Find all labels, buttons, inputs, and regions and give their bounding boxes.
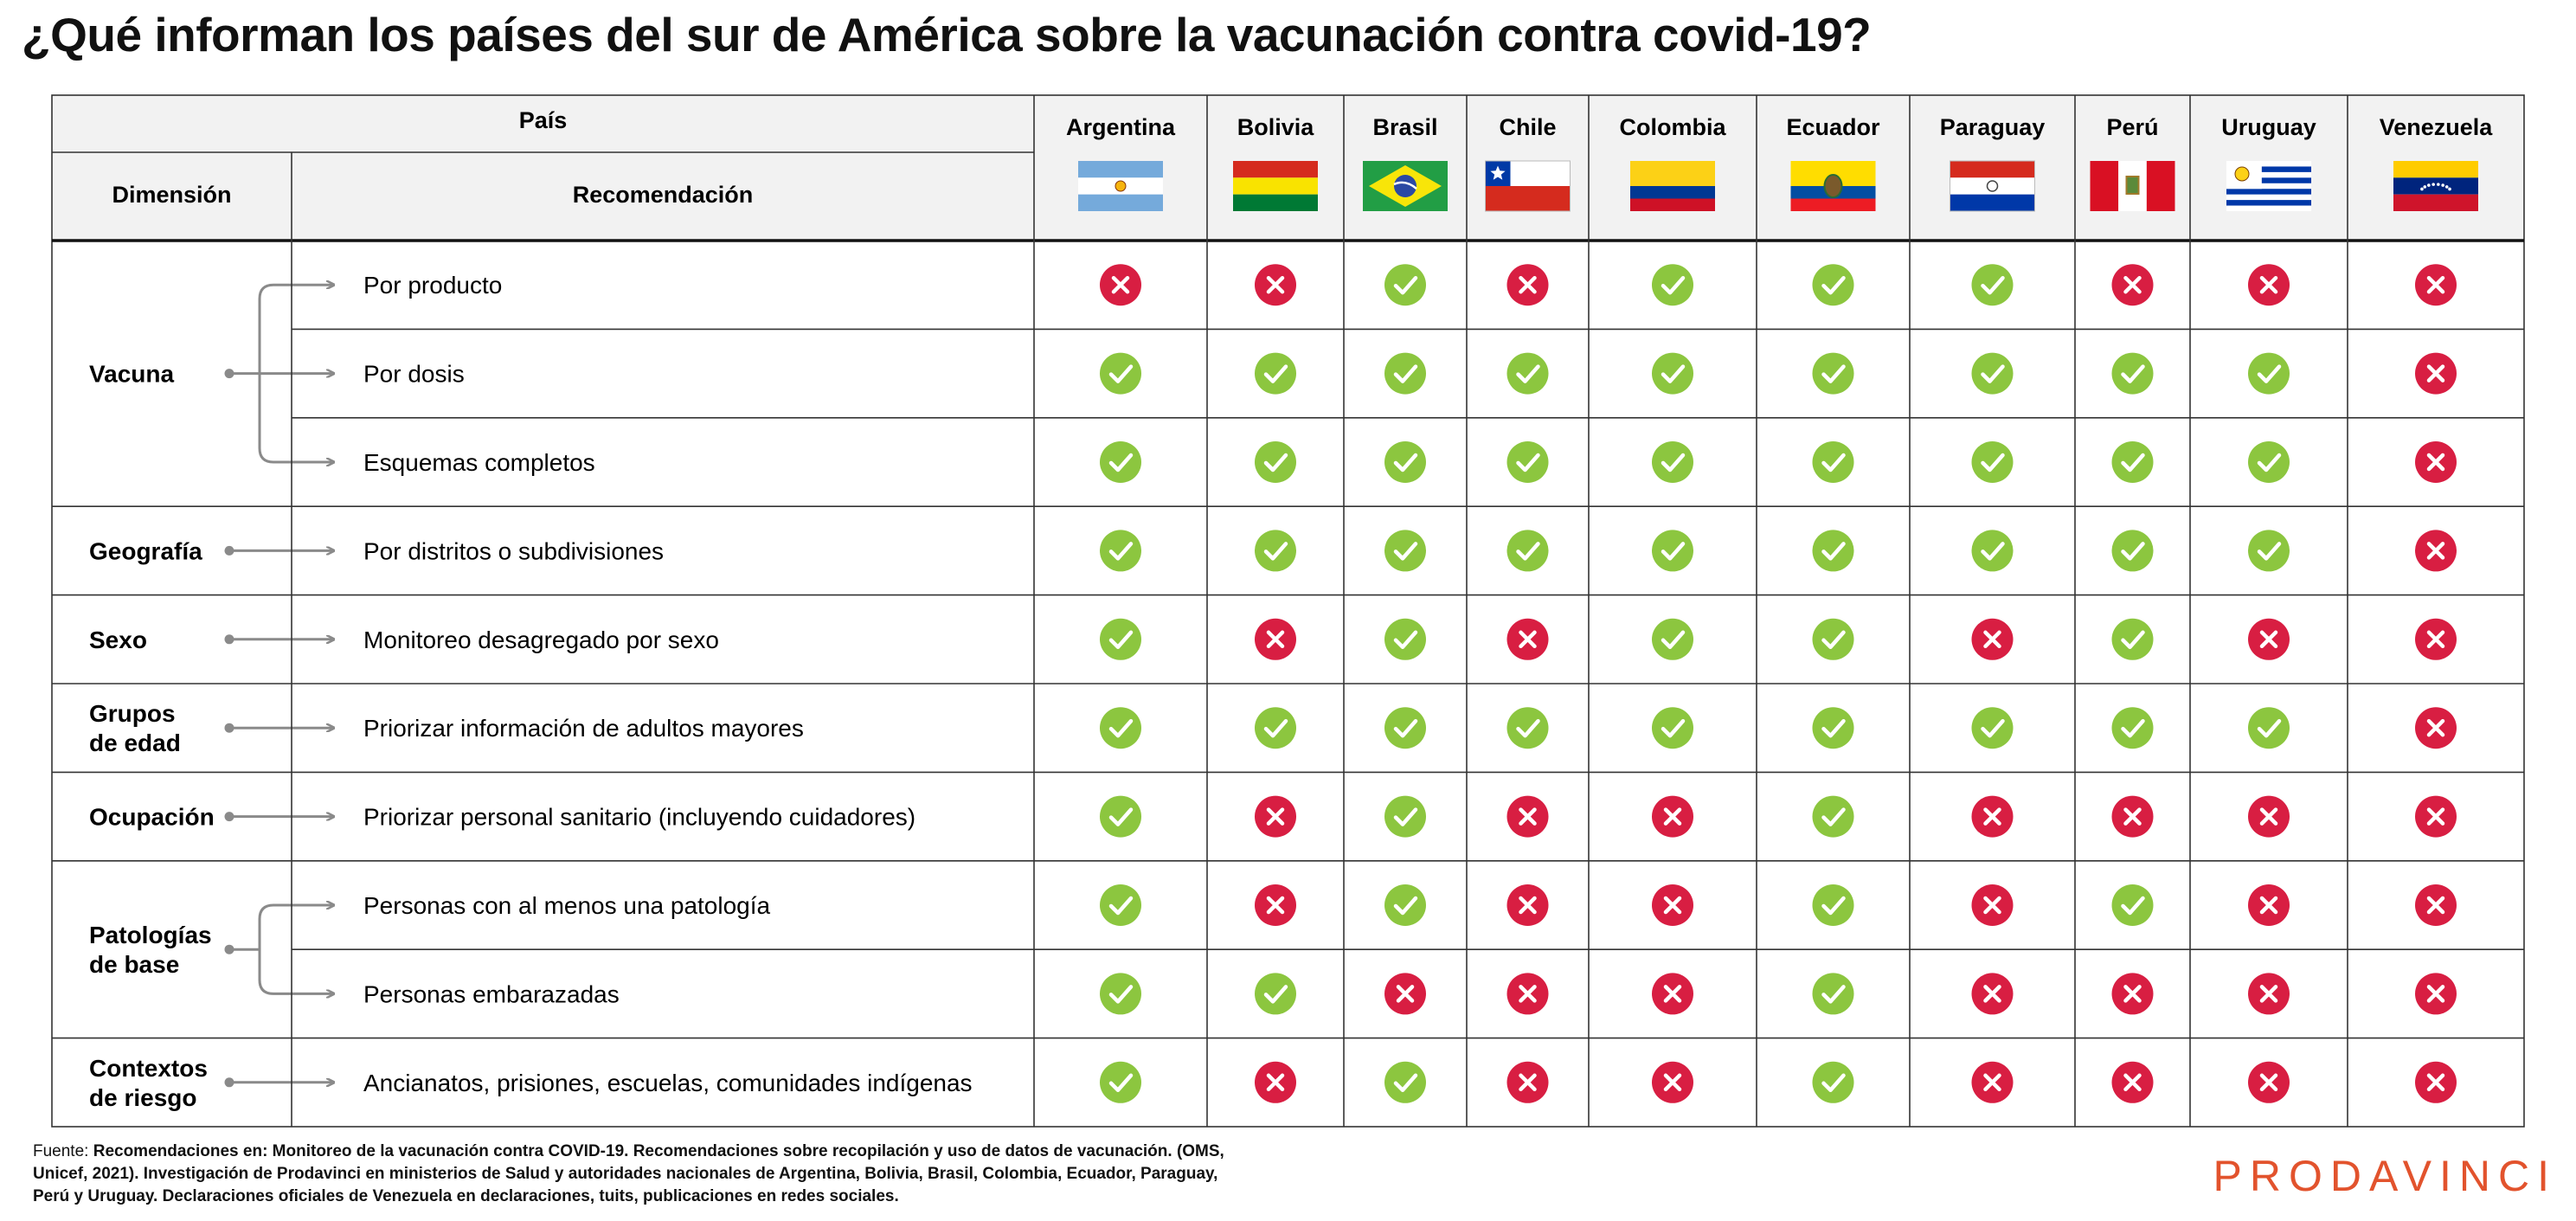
uruguay-flag: [2226, 161, 2311, 211]
ecuador-flag: [1791, 161, 1876, 211]
cross-icon: [1652, 884, 1693, 926]
recommendation-label: Por distritos o subdivisiones: [363, 537, 665, 565]
check-icon: [1100, 973, 1141, 1014]
cross-icon: [2112, 796, 2154, 838]
cross-icon: [2415, 973, 2457, 1014]
dimension-label: de edad: [89, 729, 181, 757]
check-icon: [2248, 530, 2290, 571]
country-label: Chile: [1499, 114, 1557, 140]
dimension-label: Sexo: [89, 626, 147, 653]
country-label: Ecuador: [1786, 114, 1880, 140]
table-grid: [52, 95, 2524, 1127]
recommendation-label: Personas con al menos una patología: [363, 892, 771, 919]
cross-icon: [2415, 441, 2457, 483]
cross-icon: [1507, 1062, 1549, 1103]
dimension-connector: [225, 285, 335, 462]
check-icon: [1507, 353, 1549, 395]
check-icon: [1384, 530, 1426, 571]
check-icon: [1255, 973, 1296, 1014]
country-label: Paraguay: [1939, 114, 2046, 140]
cross-icon: [1255, 264, 1296, 305]
cross-icon: [1972, 973, 2014, 1014]
check-icon: [1972, 353, 2014, 395]
check-icon: [1972, 264, 2014, 305]
header-dimension: Dimensión: [112, 182, 232, 208]
cross-icon: [1972, 884, 2014, 926]
check-icon: [1652, 353, 1693, 395]
check-icon: [1813, 264, 1854, 305]
check-icon: [1507, 530, 1549, 571]
cross-icon: [2415, 619, 2457, 660]
cross-icon: [2415, 884, 2457, 926]
check-icon: [1507, 441, 1549, 483]
check-icon: [1384, 707, 1426, 749]
country-label: Argentina: [1065, 114, 1176, 140]
check-icon: [1652, 707, 1693, 749]
check-icon: [1813, 441, 1854, 483]
check-icon: [2248, 707, 2290, 749]
check-icon: [1652, 619, 1693, 660]
cross-icon: [2248, 884, 2290, 926]
recommendation-label: Ancianatos, prisiones, escuelas, comunidades indígenas: [363, 1069, 973, 1096]
country-label: Brasil: [1372, 114, 1438, 140]
cross-icon: [2112, 973, 2154, 1014]
check-icon: [1813, 973, 1854, 1014]
check-icon: [1384, 884, 1426, 926]
dimension-label: Patologías: [89, 922, 212, 949]
check-icon: [1384, 441, 1426, 483]
bolivia-flag: [1233, 161, 1318, 211]
cross-icon: [1652, 973, 1693, 1014]
peru-flag: [2091, 161, 2175, 211]
check-icon: [1100, 707, 1141, 749]
recommendation-label: Priorizar personal sanitario (incluyendo cuidadores): [363, 803, 916, 831]
check-icon: [1652, 530, 1693, 571]
cross-icon: [2112, 1062, 2154, 1103]
check-icon: [2112, 530, 2154, 571]
cross-icon: [2112, 264, 2154, 305]
check-icon: [1100, 441, 1141, 483]
check-icon: [2112, 441, 2154, 483]
dimension-connector: [225, 1077, 335, 1087]
cross-icon: [1972, 619, 2014, 660]
check-icon: [1813, 796, 1854, 838]
check-icon: [1100, 1062, 1141, 1103]
recommendation-label: Por producto: [363, 272, 503, 299]
cross-icon: [1384, 973, 1426, 1014]
footer-text: Recomendaciones en: Monitoreo de la vacunación contra COVID-19. Recomendaciones sobre recopilación y uso de datos de vacunación. (OMS, Unicef, 2021). Investigación de Prodavinci en ministerios de Salud y autoridades nacionales de Argentina, Bolivia, Brasil, Colombia, Ecuador, Paraguay, Perú y Uruguay. Declaraciones oficiales de Venezuela en declaraciones, tuits, publicaciones en redes sociales.: [33, 1142, 1224, 1205]
dimension-label: Grupos: [89, 700, 176, 728]
country-label: Bolivia: [1237, 114, 1314, 140]
cross-icon: [1507, 264, 1549, 305]
check-icon: [1384, 353, 1426, 395]
chile-flag: [1486, 161, 1571, 211]
cross-icon: [1100, 264, 1141, 305]
dimension-label: Ocupación: [89, 803, 215, 831]
dimension-connector: [225, 723, 335, 733]
page-title: ¿Qué informan los países del sur de América sobre la vacunación contra covid-19?: [22, 8, 1872, 61]
recommendation-label: Personas embarazadas: [363, 980, 620, 1008]
dimension-label: Geografía: [89, 537, 202, 565]
cross-icon: [2248, 1062, 2290, 1103]
cross-icon: [1652, 1062, 1693, 1103]
cross-icon: [1652, 796, 1693, 838]
brand-logo: PRODAVINCI: [2213, 1152, 2557, 1200]
check-icon: [1100, 884, 1141, 926]
check-icon: [2112, 884, 2154, 926]
recommendation-label: Esquemas completos: [363, 449, 595, 476]
cross-icon: [1255, 1062, 1296, 1103]
cross-icon: [1255, 884, 1296, 926]
brasil-flag: [1363, 161, 1448, 211]
cross-icon: [1972, 796, 2014, 838]
header-pais: País: [518, 107, 568, 133]
check-icon: [1972, 707, 2014, 749]
dimension-label: de base: [89, 951, 180, 979]
check-icon: [1813, 1062, 1854, 1103]
check-icon: [1100, 353, 1141, 395]
cross-icon: [1255, 619, 1296, 660]
header-recomendacion: Recomendación: [572, 182, 754, 208]
country-label: Venezuela: [2379, 114, 2493, 140]
check-icon: [1813, 707, 1854, 749]
venezuela-flag: [2393, 161, 2478, 211]
country-label: Perú: [2106, 114, 2159, 140]
cross-icon: [1507, 619, 1549, 660]
recommendation-label: Priorizar información de adultos mayores: [363, 715, 804, 742]
cross-icon: [2415, 1062, 2457, 1103]
cross-icon: [1255, 796, 1296, 838]
check-icon: [1384, 796, 1426, 838]
cross-icon: [2248, 264, 2290, 305]
check-icon: [1652, 441, 1693, 483]
check-icon: [1813, 884, 1854, 926]
check-icon: [1384, 619, 1426, 660]
check-icon: [1100, 796, 1141, 838]
recommendation-label: Por dosis: [363, 360, 465, 388]
check-icon: [1255, 353, 1296, 395]
cross-icon: [2248, 619, 2290, 660]
check-icon: [1813, 353, 1854, 395]
cross-icon: [1507, 973, 1549, 1014]
check-icon: [1384, 264, 1426, 305]
check-icon: [1100, 530, 1141, 571]
country-label: Colombia: [1619, 114, 1726, 140]
cross-icon: [1972, 1062, 2014, 1103]
check-icon: [1255, 707, 1296, 749]
footer-lead: Fuente:: [33, 1142, 93, 1160]
check-icon: [1255, 441, 1296, 483]
check-icon: [2112, 353, 2154, 395]
recommendation-label: Monitoreo desagregado por sexo: [363, 626, 719, 653]
footer-source: [33, 1141, 1244, 1208]
cross-icon: [2415, 353, 2457, 395]
cross-icon: [1507, 884, 1549, 926]
cross-icon: [2415, 530, 2457, 571]
colombia-flag: [1630, 161, 1715, 211]
dimension-connector: [225, 634, 335, 644]
check-icon: [1813, 530, 1854, 571]
argentina-flag: [1078, 161, 1163, 211]
paraguay-flag: [1950, 161, 2035, 211]
dimension-label: de riesgo: [89, 1083, 197, 1111]
check-icon: [1100, 619, 1141, 660]
check-icon: [1384, 1062, 1426, 1103]
dimension-connector: [225, 546, 335, 556]
cross-icon: [2415, 796, 2457, 838]
check-icon: [2248, 353, 2290, 395]
cross-icon: [2415, 264, 2457, 305]
country-label: Uruguay: [2221, 114, 2316, 140]
cross-icon: [1507, 796, 1549, 838]
check-icon: [2112, 619, 2154, 660]
check-icon: [1972, 530, 2014, 571]
check-icon: [1255, 530, 1296, 571]
dimension-connector: [225, 812, 335, 821]
dimension-label: Contextos: [89, 1054, 208, 1082]
cross-icon: [2415, 707, 2457, 749]
check-icon: [1507, 707, 1549, 749]
cross-icon: [2248, 796, 2290, 838]
check-icon: [1652, 264, 1693, 305]
check-icon: [1972, 441, 2014, 483]
cross-icon: [2248, 973, 2290, 1014]
check-icon: [1813, 619, 1854, 660]
check-icon: [2248, 441, 2290, 483]
check-icon: [2112, 707, 2154, 749]
dimension-label: Vacuna: [89, 360, 175, 388]
